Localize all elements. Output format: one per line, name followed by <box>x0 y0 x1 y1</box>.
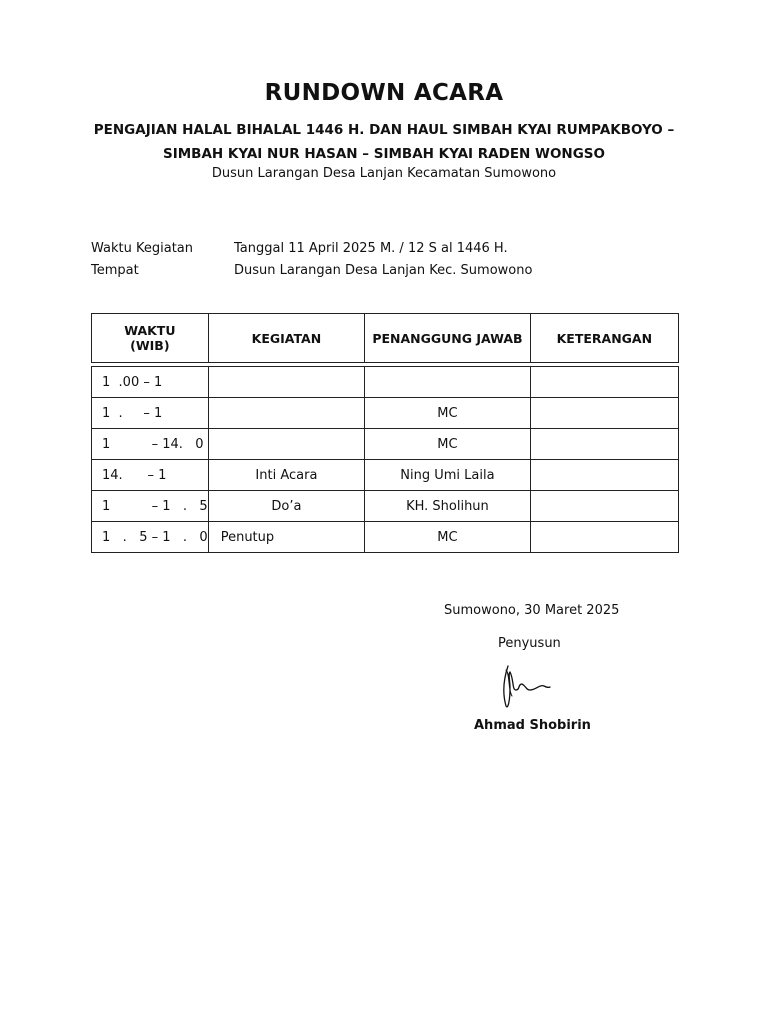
row-pic: MC <box>365 522 531 553</box>
waktu-value: Tanggal 11 April 2025 M. / 12 S al 1446 H. <box>234 241 508 256</box>
row-pic: MC <box>365 429 531 460</box>
header-waktu-unit: (WIB) <box>130 338 170 353</box>
row-activity: Penutup <box>208 522 364 553</box>
row-activity: Inti Acara <box>208 460 364 491</box>
tempat-label: Tempat <box>91 263 139 278</box>
event-subtitle-line-1: PENGAJIAN HALAL BIHALAL 1446 H. DAN HAUL SIMBAH KYAI RUMPAKBOYO – <box>93 122 675 138</box>
row-time: 1 – 1 . 5 <box>92 491 209 522</box>
row-time: 14. – 1 <box>92 460 209 491</box>
row-activity <box>208 429 364 460</box>
rundown-table <box>91 313 679 553</box>
row-time: 1 .00 – 1 <box>92 367 209 398</box>
header-waktu-label: WAKTU <box>124 323 176 338</box>
table-row <box>92 522 679 553</box>
row-note <box>530 460 678 491</box>
tempat-value: Dusun Larangan Desa Lanjan Kec. Sumowono <box>234 263 533 278</box>
row-time: 1 . – 1 <box>92 398 209 429</box>
handwritten-signature <box>498 660 558 712</box>
row-pic: MC <box>365 398 531 429</box>
row-pic: Ning Umi Laila <box>365 460 531 491</box>
row-note <box>530 429 678 460</box>
row-activity <box>208 398 364 429</box>
row-pic: KH. Sholihun <box>365 491 531 522</box>
header-kegiatan: KEGIATAN <box>208 314 364 363</box>
event-location: Dusun Larangan Desa Lanjan Kecamatan Sumowono <box>211 166 557 181</box>
row-note <box>530 491 678 522</box>
table-row <box>92 398 679 429</box>
header-waktu <box>92 314 209 363</box>
table-row <box>92 367 679 398</box>
table-row <box>92 460 679 491</box>
row-activity: Do’a <box>208 491 364 522</box>
row-pic <box>365 367 531 398</box>
table-row <box>92 491 679 522</box>
signature-role: Penyusun <box>498 636 561 651</box>
row-note <box>530 398 678 429</box>
row-activity <box>208 367 364 398</box>
row-note <box>530 522 678 553</box>
row-time: 1 . 5 – 1 . 0 <box>92 522 209 553</box>
waktu-label: Waktu Kegiatan <box>91 241 193 256</box>
event-subtitle-line-2: SIMBAH KYAI NUR HASAN – SIMBAH KYAI RADEN WONGSO <box>163 146 605 162</box>
header-keterangan: KETERANGAN <box>530 314 678 363</box>
row-time: 1 – 14. 0 <box>92 429 209 460</box>
table-row <box>92 429 679 460</box>
document-title: RUNDOWN ACARA <box>264 80 504 106</box>
signature-name: Ahmad Shobirin <box>474 718 591 733</box>
table-header-row <box>92 314 679 363</box>
signature-place-date: Sumowono, 30 Maret 2025 <box>444 603 620 618</box>
header-penanggung-jawab: PENANGGUNG JAWAB <box>365 314 531 363</box>
row-note <box>530 367 678 398</box>
